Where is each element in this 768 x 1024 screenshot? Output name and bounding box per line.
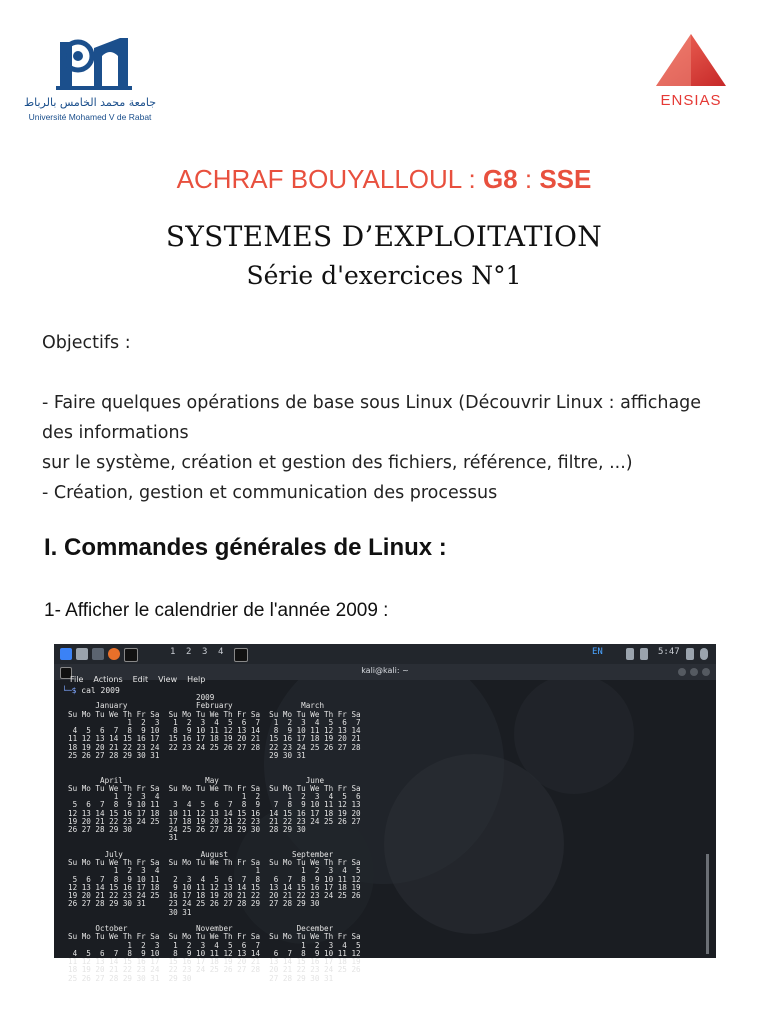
language-indicator[interactable]: EN <box>592 647 603 657</box>
objective-line: sur le système, création et gestion des fichiers, référence, filtre, ...) <box>42 453 633 473</box>
minimize-icon[interactable] <box>678 668 686 676</box>
workspace-2[interactable]: 2 <box>186 647 192 657</box>
maximize-icon[interactable] <box>690 668 698 676</box>
workspace-3[interactable]: 3 <box>202 647 208 657</box>
volume-icon[interactable] <box>640 648 648 660</box>
terminal-screenshot <box>54 644 716 983</box>
menu-help[interactable]: Help <box>187 675 206 684</box>
exercise-question: 1- Afficher le calendrier de l'année 2009 : <box>44 600 389 621</box>
menu-view[interactable]: View <box>158 675 178 684</box>
menu-file[interactable]: File <box>70 675 84 684</box>
student-name: ACHRAF BOUYALLOUL <box>176 164 462 194</box>
file-manager-icon[interactable] <box>76 648 88 660</box>
kali-taskbar <box>54 644 716 665</box>
university-emblem-icon <box>16 34 164 94</box>
menu-edit[interactable]: Edit <box>132 675 149 684</box>
student-group: G8 <box>482 164 518 194</box>
calendar-output: 2009 January February March Su Mo Tu We Th Fr Sa Su Mo Tu We Th Fr Sa Su Mo Tu We Th Fr Sa 1 2 3 1 2 3 4 5 6 7 1 2 3 4 5 6 7 4 5 6 7 8 9 10 8 9 10 11 12 13 14 8 9 10 11 12 13 14 11 12 13 14 15 16 17 15 16 17 18 19 20 21 15 16 17 18 19 20 21 18 19 20 21 22 23 24 22 23 24 25 26 27 28 22 23 24 25 26 27 28 25 26 27 28 29 30 31 29 30 31 April May June Su Mo Tu We Th Fr Sa Su Mo Tu We Th Fr Sa Su Mo Tu We Th Fr Sa 1 2 3 4 1 2 1 2 3 4 5 6 5 6 7 8 9 10 11 3 4 5 6 7 8 9 7 8 9 10 11 12 13 12 13 14 15 16 17 18 10 11 12 13 14 15 16 14 15 16 17 18 19 20 19 20 21 22 23 24 25 17 18 19 20 21 22 23 21 22 23 24 25 26 27 26 27 28 29 30 24 25 26 27 28 29 30 28 29 30 31 July August September Su Mo Tu We Th Fr Sa Su Mo Tu We Th Fr Sa Su Mo Tu We Th Fr Sa 1 2 3 4 1 1 2 3 4 5 5 6 7 8 9 10 11 2 3 4 5 6 7 8 6 7 8 9 10 11 12 12 13 14 15 16 17 18 9 10 11 12 13 14 15 13 14 15 16 17 18 19 19 20 21 22 23 24 25 16 17 18 19 20 21 22 20 21 22 23 24 25 26 26 27 28 29 30 31 23 24 25 26 27 28 29 27 28 29 30 30 31 October November December Su Mo Tu We Th Fr Sa Su Mo Tu We Th Fr Sa Su Mo Tu We Th Fr Sa 1 2 3 1 2 3 4 5 6 7 1 2 3 4 5 4 5 6 7 8 9 10 8 9 10 11 12 13 14 6 7 8 9 10 11 12 11 12 13 14 15 16 17 15 16 17 18 19 20 21 13 14 15 16 17 18 19 18 19 20 21 22 23 24 22 23 24 25 26 27 28 20 21 22 23 24 25 26 25 26 27 28 29 30 31 29 30 27 28 29 30 31 <box>68 693 361 983</box>
objective-line: - Faire quelques opérations de base sous Linux (Découvrir Linux : affichage <box>42 393 702 413</box>
close-icon[interactable] <box>702 668 710 676</box>
terminal-icon[interactable] <box>124 648 138 662</box>
files-icon[interactable] <box>92 648 104 660</box>
lock-icon[interactable] <box>686 648 694 660</box>
section-heading: I. Commandes générales de Linux : <box>44 534 447 561</box>
clock: 5:47 <box>658 647 680 657</box>
terminal-window-title: kali@kali: ~ <box>361 666 409 675</box>
firefox-icon[interactable] <box>108 648 120 660</box>
terminal-scrollbar[interactable] <box>706 854 709 954</box>
workspace-1[interactable]: 1 <box>170 647 176 657</box>
objectives-label: Objectifs : <box>42 333 131 353</box>
header-separator: : <box>461 164 483 194</box>
power-icon[interactable] <box>700 648 708 660</box>
ensias-triangle-icon <box>636 30 746 90</box>
battery-icon[interactable] <box>626 648 634 660</box>
university-name-arabic: جامعة محمد الخامس بالرباط <box>23 96 157 109</box>
active-window-icon[interactable] <box>234 648 248 662</box>
university-name-latin: Université Mohamed V de Rabat <box>28 112 152 122</box>
terminal-menubar <box>70 675 215 684</box>
document-subtitle: Série d'exercices N°1 <box>246 261 522 290</box>
student-track: SSE <box>539 164 592 194</box>
objective-line: des informations <box>42 423 189 443</box>
objective-line: - Création, gestion et communication des processus <box>42 483 498 503</box>
prompt-symbol: └─$ <box>62 686 77 695</box>
menu-actions[interactable]: Actions <box>93 675 123 684</box>
typed-command: cal 2009 <box>81 686 120 695</box>
ensias-wordmark: ENSIAS <box>660 92 722 109</box>
kali-menu-icon[interactable] <box>60 648 72 660</box>
header-separator: : <box>517 164 540 194</box>
document-title: SYSTEMES D’EXPLOITATION <box>165 220 603 253</box>
ensias-logo <box>636 30 746 114</box>
university-logo <box>16 34 164 126</box>
student-header <box>0 164 768 195</box>
workspace-4[interactable]: 4 <box>218 647 224 657</box>
